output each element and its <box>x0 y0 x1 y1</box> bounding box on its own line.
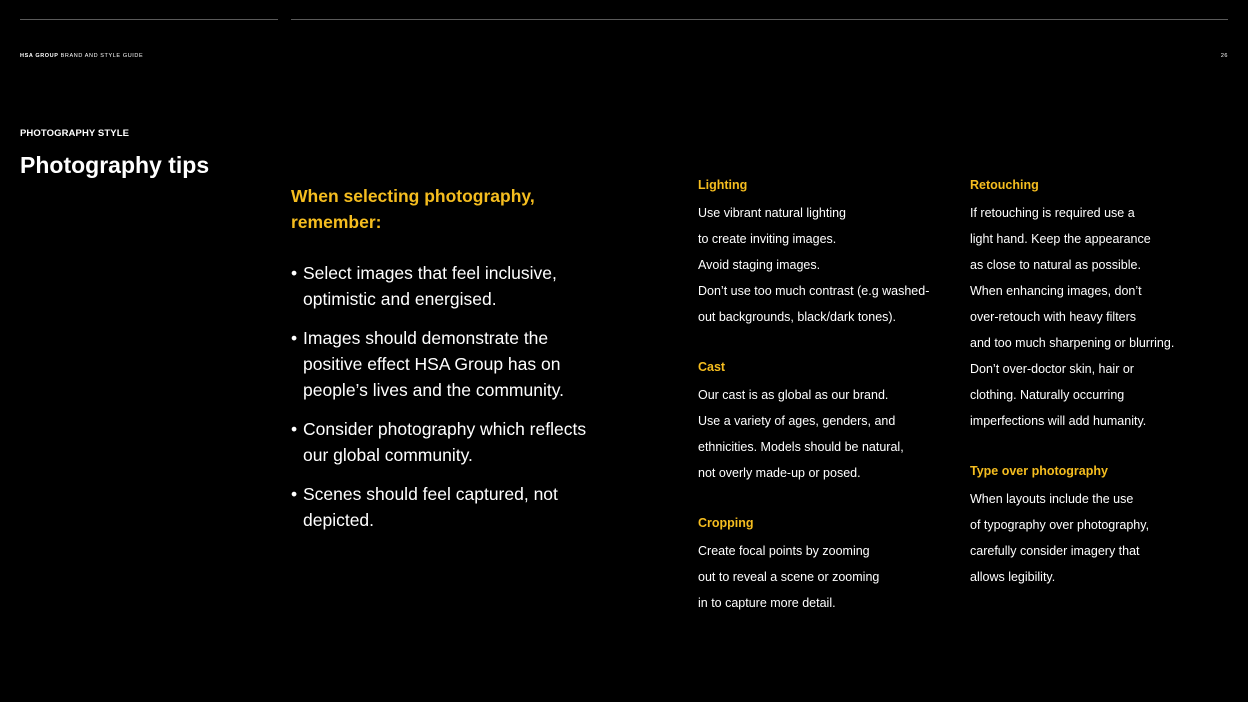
tip-title: Lighting <box>698 178 748 192</box>
header-rule-right <box>291 19 1228 20</box>
running-head-doc-title: BRAND AND STYLE GUIDE <box>60 53 144 59</box>
tip-line: Create focal points by zooming <box>698 544 870 558</box>
tip-line: If retouching is required use a <box>970 206 1135 220</box>
tip-line: out to reveal a scene or zooming <box>698 570 880 584</box>
page-title: Photography tips <box>20 152 210 178</box>
bullet-text: Images should demonstrate the positive effect HSA Group has on people’s lives and the community. <box>303 328 565 400</box>
tip-line: as close to natural as possible. <box>970 258 1141 272</box>
tip-line: allows legibility. <box>970 570 1056 584</box>
tip-title: Cropping <box>698 516 754 530</box>
bullet-dot-icon: • <box>291 419 298 439</box>
bullet-item <box>291 416 611 468</box>
tip-line: clothing. Naturally occurring <box>970 388 1125 402</box>
tip-cast <box>698 356 960 486</box>
tip-line: carefully consider imagery that <box>970 544 1140 558</box>
bullet-item <box>291 325 611 403</box>
tip-lighting <box>698 174 960 330</box>
tip-line: not overly made-up or posed. <box>698 466 861 480</box>
bullet-text: Scenes should feel captured, not depicted. <box>303 484 558 530</box>
tip-line: Don’t use too much contrast (e.g washed- <box>698 284 930 298</box>
running-head <box>20 53 143 59</box>
tip-line: imperfections will add humanity. <box>970 414 1147 428</box>
bullet-text: Select images that feel inclusive, optimistic and energised. <box>303 263 557 309</box>
bullet-dot-icon: • <box>291 263 298 283</box>
section-label: PHOTOGRAPHY STYLE <box>20 128 130 139</box>
tip-line: When enhancing images, don’t <box>970 284 1142 298</box>
tip-line: light hand. Keep the appearance <box>970 232 1151 246</box>
tip-line: Don’t over-doctor skin, hair or <box>970 362 1134 376</box>
tip-title: Retouching <box>970 178 1039 192</box>
tip-line: Our cast is as global as our brand. <box>698 388 889 402</box>
header-rule-left <box>20 19 278 20</box>
tip-title: Cast <box>698 360 726 374</box>
tip-line: out backgrounds, black/dark tones). <box>698 310 897 324</box>
running-head-brand: HSA GROUP <box>20 53 59 59</box>
tip-line: When layouts include the use <box>970 492 1134 506</box>
tip-line: ethnicities. Models should be natural, <box>698 440 904 454</box>
tip-line: Use vibrant natural lighting <box>698 206 846 220</box>
tip-line: and too much sharpening or blurring. <box>970 336 1175 350</box>
bullet-dot-icon: • <box>291 328 298 348</box>
tip-line: of typography over photography, <box>970 518 1150 532</box>
bullet-item <box>291 260 611 312</box>
bullet-text: Consider photography which reflects our global community. <box>303 419 587 465</box>
tip-line: Avoid staging images. <box>698 258 821 272</box>
tip-cropping <box>698 512 960 616</box>
tip-line: over-retouch with heavy filters <box>970 310 1137 324</box>
intro-heading: When selecting photography, remember: <box>291 186 535 232</box>
tip-line: to create inviting images. <box>698 232 837 246</box>
tip-line: Use a variety of ages, genders, and <box>698 414 896 428</box>
intro-bullet-list <box>291 260 611 546</box>
tip-title: Type over photography <box>970 464 1108 478</box>
page-number: 26 <box>1220 53 1228 59</box>
tip-line: in to capture more detail. <box>698 596 836 610</box>
tip-type-over-photography <box>970 460 1232 590</box>
bullet-dot-icon: • <box>291 484 298 504</box>
tip-retouching <box>970 174 1232 434</box>
bullet-item <box>291 481 611 533</box>
